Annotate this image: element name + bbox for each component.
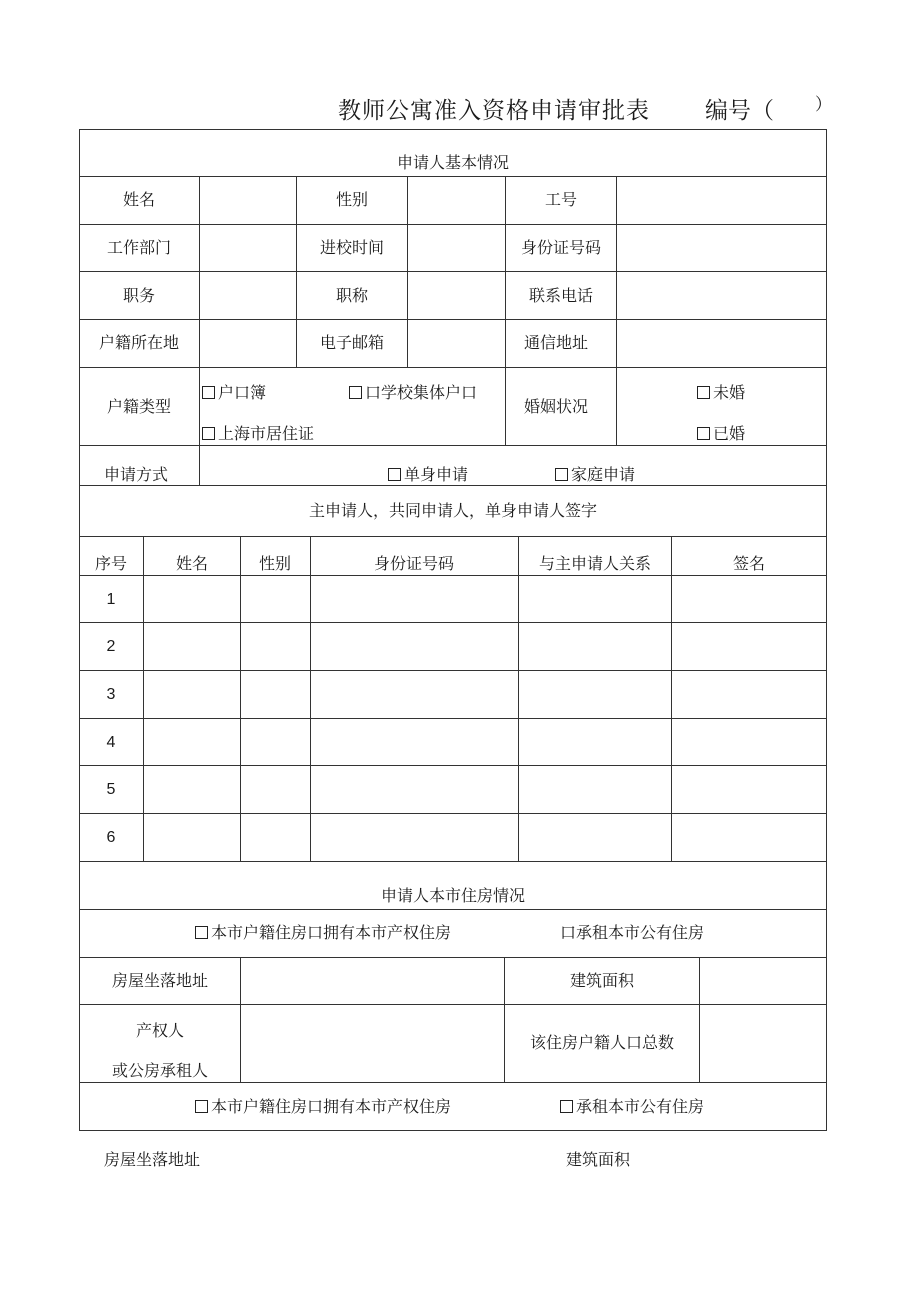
- marital-option-single[interactable]: 未婚: [697, 383, 745, 403]
- label-entry-date: 进校时间: [319, 238, 385, 257]
- label-email: 电子邮箱: [319, 333, 385, 352]
- row-number: 5: [106, 781, 116, 798]
- footer-building-area: 建筑面积: [566, 1150, 631, 1169]
- col-relation: 与主申请人关系: [538, 554, 652, 573]
- housing-option-owned-2[interactable]: 本市户籍住房口拥有本市产权住房: [195, 1097, 451, 1117]
- checkbox-icon: [195, 1100, 208, 1113]
- col-gender: 性别: [258, 554, 292, 573]
- row-number: 3: [106, 686, 116, 703]
- label-id-number: 身份证号码: [520, 238, 602, 257]
- section-signers-title: 主申请人，共同申请人，单身申请人签字: [308, 501, 598, 520]
- serial-label: 编号（: [705, 98, 774, 124]
- label-staff-id: 工号: [544, 190, 578, 209]
- label-gender: 性别: [335, 190, 369, 209]
- row-number: 6: [106, 829, 116, 846]
- label-marital: 婚姻状况: [523, 397, 589, 416]
- col-name: 姓名: [175, 554, 209, 573]
- label-building-area: 建筑面积: [569, 971, 635, 990]
- checkbox-icon: [555, 468, 568, 481]
- section-housing-title: 申请人本市住房情况: [380, 886, 526, 905]
- label-apply-mode: 申请方式: [103, 465, 169, 484]
- label-owner: 产权人: [135, 1021, 185, 1040]
- checkbox-icon: [349, 386, 362, 399]
- apply-option-family[interactable]: 家庭申请: [555, 465, 635, 485]
- section-basic-title: 申请人基本情况: [396, 153, 510, 172]
- hukou-option-collective[interactable]: 口学校集体户口: [349, 383, 477, 403]
- label-household-count: 该住房户籍人口总数: [529, 1033, 675, 1052]
- label-name: 姓名: [122, 190, 156, 209]
- housing-option-owned[interactable]: 本市户籍住房口拥有本市产权住房: [195, 923, 451, 943]
- label-hukou-location: 户籍所在地: [98, 333, 180, 352]
- col-signature: 签名: [732, 554, 766, 573]
- checkbox-icon: [697, 427, 710, 440]
- label-hukou-type: 户籍类型: [106, 397, 172, 416]
- label-department: 工作部门: [106, 238, 172, 257]
- row-number: 4: [106, 734, 116, 751]
- housing-option-rented[interactable]: 口承租本市公有住房: [560, 923, 705, 942]
- label-address: 通信地址: [523, 333, 589, 352]
- row-number: 1: [106, 591, 116, 608]
- footer-house-address: 房屋坐落地址: [104, 1150, 201, 1169]
- hukou-option-residence-permit[interactable]: 上海市居住证: [202, 424, 314, 444]
- checkbox-icon: [697, 386, 710, 399]
- label-position: 职务: [122, 286, 156, 305]
- form-title: 教师公寓准入资格申请审批表: [338, 98, 650, 124]
- marital-option-married[interactable]: 已婚: [697, 424, 745, 444]
- label-house-address: 房屋坐落地址: [111, 971, 209, 990]
- row-number: 2: [106, 638, 116, 655]
- label-public-tenant: 或公房承租人: [111, 1061, 209, 1080]
- checkbox-icon: [202, 386, 215, 399]
- checkbox-icon: [560, 1100, 573, 1113]
- serial-close: ）: [815, 95, 832, 115]
- checkbox-icon: [202, 427, 215, 440]
- checkbox-icon: [388, 468, 401, 481]
- label-phone: 联系电话: [528, 286, 594, 305]
- hukou-option-booklet[interactable]: 户口簿: [202, 383, 266, 403]
- apply-option-single[interactable]: 单身申请: [388, 465, 468, 485]
- col-id-number: 身份证号码: [373, 554, 455, 573]
- col-index: 序号: [94, 554, 128, 573]
- housing-option-rented-2[interactable]: 承租本市公有住房: [560, 1097, 704, 1117]
- checkbox-icon: [195, 926, 208, 939]
- label-title-rank: 职称: [335, 286, 369, 305]
